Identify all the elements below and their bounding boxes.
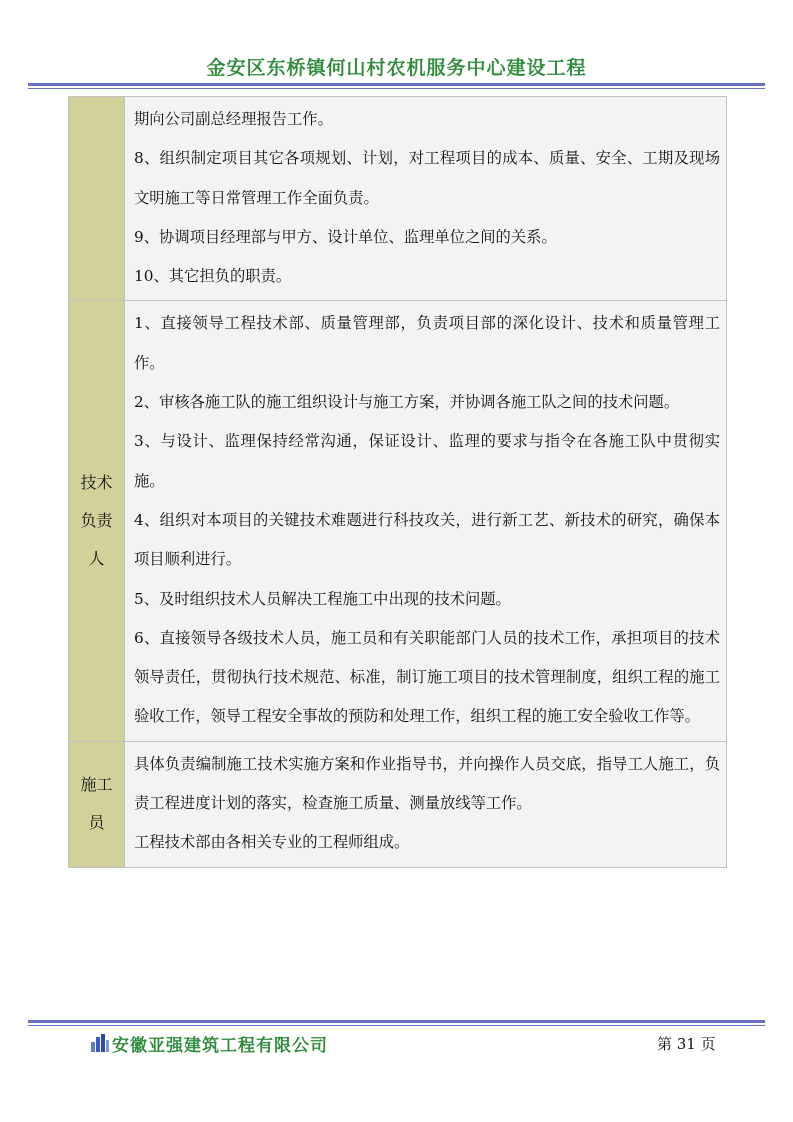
duty-paragraph: 9、协调项目经理部与甲方、设计单位、监理单位之间的关系。 [134, 227, 557, 246]
duty-paragraph: 6、直接领导各级技术人员，施工员和有关职能部门人员的技术工作，承担项目的技术领导责任，贯彻执行技术规范、标准，制订施工项目的技术管理制度，组织工程的施工验收工作，领导工程安全事故的预防和处理工作，组织工程的施工安全验收工作等。 [134, 628, 720, 726]
role-label: 技术负责人 [80, 473, 113, 569]
company-name: 安徽亚强建筑工程有限公司 [112, 1036, 328, 1056]
duty-paragraph: 5、及时组织技术人员解决工程施工中出现的技术问题。 [134, 589, 511, 608]
duty-paragraph: 8、组织制定项目其它各项规划、计划，对工程项目的成本、质量、安全、工期及现场文明施工等日常管理工作全面负责。 [134, 149, 720, 207]
duty-paragraph: 期向公司副总经理报告工作。 [134, 110, 333, 128]
duty-paragraph: 4、组织对本项目的关键技术难题进行科技攻关，进行新工艺、新技术的研究，确保本项目顺利进行。 [134, 510, 720, 569]
duty-paragraph: 3、与设计、监理保持经常沟通，保证设计、监理的要求与指令在各施工队中贯彻实施。 [134, 432, 720, 490]
role-label: 施工员 [80, 775, 113, 833]
page-number: 第 31 页 [657, 1035, 716, 1053]
duty-paragraph: 工程技术部由各相关专业的工程师组成。 [134, 833, 410, 852]
building-logo-icon [90, 1034, 110, 1052]
footer-rule-thick [28, 1020, 765, 1023]
role-cell-technical-lead [69, 301, 125, 741]
responsibility-table [68, 96, 727, 868]
duty-paragraph: 1、直接领导工程技术部、质量管理部，负责项目部的深化设计、技术和质量管理工作。 [134, 314, 720, 372]
role-cell-continued [69, 97, 125, 301]
duty-paragraph: 2、审核各施工队的施工组织设计与施工方案，并协调各施工队之间的技术问题。 [134, 393, 680, 412]
duty-content-cell [125, 97, 727, 301]
role-cell-construction-worker [69, 741, 125, 867]
table-row [69, 301, 727, 741]
header-rule-thin [28, 88, 765, 89]
table-row [69, 741, 727, 867]
duty-content-cell [125, 741, 727, 867]
duty-paragraph: 10、其它担负的职责。 [134, 267, 292, 286]
footer-rule-thin [28, 1025, 765, 1026]
page-header-title: 金安区东桥镇何山村农机服务中心建设工程 [206, 57, 587, 79]
duty-content-cell [125, 301, 727, 741]
duty-paragraph: 具体负责编制施工技术实施方案和作业指导书，并向操作人员交底，指导工人施工，负责工程进度计划的落实，检查施工质量、测量放线等工作。 [134, 754, 720, 813]
table-row [69, 97, 727, 301]
header-rule-thick [28, 83, 765, 86]
